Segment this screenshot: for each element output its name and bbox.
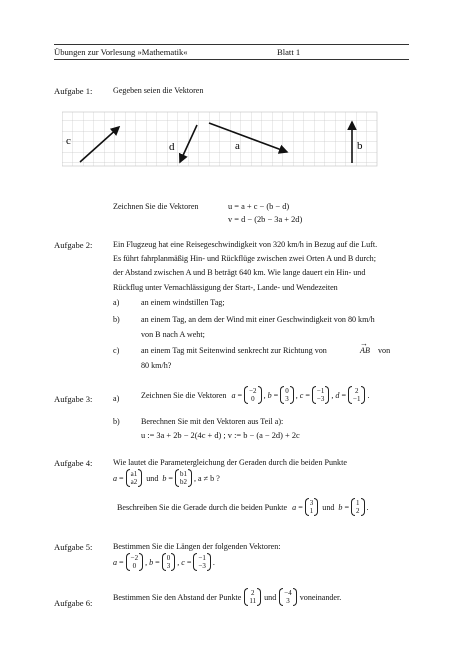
task-3a-vec-b — [280, 386, 294, 404]
task-1-label: Aufgabe 1: — [54, 86, 93, 96]
t5-vec-c-name: c — [181, 557, 185, 567]
task-6-row — [113, 588, 341, 606]
vector-grid — [62, 110, 387, 175]
task-4-line-1: Wie lautet die Parametergleichung der Geraden durch die beiden Punkte — [113, 458, 347, 467]
vector-d-label: d — [169, 141, 175, 153]
task-1-draw-label: Zeichnen Sie die Vektoren — [113, 202, 199, 211]
header-rule-bottom — [54, 59, 409, 60]
task-2-line-2: Es führt fahrplanmäßig Hin- und Rückflüge zwischen zwei Orten A und B durch; — [113, 254, 376, 263]
task-4-line-2: Beschreiben Sie die Gerade durch die beiden Punkte — [117, 502, 288, 512]
task-2a-marker: a) — [113, 298, 120, 307]
task-3b-marker: b) — [113, 417, 120, 426]
t5-vec-c-top: −1 — [198, 554, 206, 562]
task-3b-text: Berechnen Sie mit den Vektoren aus Teil a): — [141, 417, 284, 426]
vec-d-top: 2 — [355, 387, 359, 395]
task-3a-vec-b-name: b — [267, 390, 272, 400]
concrete-a-bottom: 1 — [309, 507, 314, 515]
task-5-vectors: a = −2 0 , b = 0 3 , c = −1 −3 . — [113, 554, 215, 570]
task-2b-text: an einem Tag, an dem der Wind mit einer Geschwindigkeit von 80 km/h — [141, 315, 375, 324]
task-2c-text: an einem Tag mit Seitenwind senkrecht zur Richtung von — [141, 346, 327, 355]
task-1-eq-u: u = a + c − (b − d) — [228, 202, 290, 211]
vec-a-bottom: 0 — [251, 395, 255, 403]
vec-c-bottom: −3 — [316, 395, 325, 403]
und-2: und — [322, 502, 335, 512]
task-4-line-2-row: Beschreiben Sie die Gerade durch die beiden Punkte a = 3 1 und b = 1 2 . — [117, 499, 369, 515]
concrete-b-bottom: 2 — [356, 507, 360, 515]
arrow-over-icon: → — [360, 339, 368, 348]
task-3a-vectors: Zeichnen Sie die Vektoren a = −2 0 , b = 0 3 , c = −1 −3 , d = 2 −1 . — [141, 387, 370, 403]
task-6-point-2 — [279, 588, 296, 606]
und-1: und — [146, 473, 159, 483]
task-3a-marker: a) — [113, 394, 120, 403]
t5-vec-a-bottom: 0 — [132, 562, 137, 570]
vec-a-top: −2 — [249, 387, 257, 395]
task-3a-vec-d-name: d — [335, 390, 340, 400]
p1-top: 2 — [251, 589, 255, 597]
vector-a-label: a — [235, 140, 240, 152]
sheet-number: Blatt 1 — [277, 47, 301, 57]
concrete-a-vector — [305, 498, 319, 516]
vector-c-label: c — [66, 135, 71, 147]
task-3a-text: Zeichnen Sie die Vektoren — [141, 390, 227, 400]
concrete-a-top: 3 — [309, 499, 314, 507]
point-a-vector — [126, 469, 143, 487]
task-3a-vec-c — [312, 386, 329, 404]
vector-ab-label: AB — [360, 346, 370, 355]
task-1-eq-v: v = d − (2b − 3a + 2d) — [228, 215, 303, 224]
t5-vec-b — [162, 553, 176, 571]
vec-c-top: −1 — [316, 387, 325, 395]
task-2-line-3: der Abstand zwischen A und B beträgt 640 km. Wie lange dauert ein Hin- und — [113, 268, 366, 277]
task-2b-text-cont: von B nach A weht; — [141, 330, 205, 339]
vec-b-bottom: 3 — [285, 395, 289, 403]
point-b-vector — [175, 469, 192, 487]
task-3a-vec-a-name: a — [231, 390, 236, 400]
task-5-label: Aufgabe 5: — [54, 542, 93, 552]
task-6-label: Aufgabe 6: — [54, 598, 93, 608]
not-equal-text: , a ≠ b ? — [194, 473, 220, 483]
task-2c-text-cont: 80 km/h? — [141, 361, 172, 370]
task-4-label: Aufgabe 4: — [54, 458, 93, 468]
point-a-top: a1 — [130, 470, 138, 478]
task-3b-equation: u := 3a + 2b − 2(4c + d) ; v := b − (a − 2d) + 2c — [141, 431, 300, 440]
task-2-line-1: Ein Flugzeug hat eine Reisegeschwindigkeit von 320 km/h in Bezug auf die Luft. — [113, 240, 378, 249]
grid-background — [62, 112, 377, 166]
task-6-point-1 — [244, 588, 261, 606]
t5-vec-b-bottom: 3 — [166, 562, 171, 570]
t5-vec-a-top: −2 — [130, 554, 139, 562]
task-3-label: Aufgabe 3: — [54, 394, 93, 404]
concrete-b-vector — [351, 498, 365, 516]
equals-a: = — [237, 390, 243, 400]
header-rule-top — [54, 44, 409, 45]
task-2-line-4: Rückflug unter Vernachlässigung der Start-, Lande- und Wendezeiten — [113, 283, 338, 292]
point-b-name: b — [162, 473, 167, 483]
task-6-post-text: voneinander. — [299, 592, 342, 602]
task-3a-vec-d — [348, 386, 365, 404]
task-2b-marker: b) — [113, 315, 120, 324]
point-b-bottom: b2 — [180, 478, 187, 486]
t5-vec-c-bottom: −3 — [198, 562, 206, 570]
task-3a-vec-c-name: c — [299, 390, 304, 400]
point-a-name: a — [113, 473, 118, 483]
vec-d-bottom: −1 — [353, 395, 361, 403]
vec-b-top: 0 — [285, 387, 289, 395]
task-6-und: und — [264, 592, 277, 602]
t5-vec-c — [193, 553, 210, 571]
concrete-b-top: 1 — [356, 499, 360, 507]
task-4-points: a = a1 a2 und b = b1 b2 , a ≠ b ? — [113, 470, 220, 486]
t5-vec-a-name: a — [113, 557, 118, 567]
t5-vec-a — [126, 553, 143, 571]
task-6-pre-text: Bestimmen Sie den Abstand der Punkte — [113, 592, 242, 602]
p1-bottom: 11 — [249, 597, 257, 605]
task-5-line-1: Bestimmen Sie die Längen der folgenden Vektoren: — [113, 542, 281, 551]
task-2c-vector-ab — [360, 339, 370, 355]
p2-top: −4 — [284, 589, 292, 597]
vector-b-label: b — [357, 140, 363, 152]
p2-bottom: 3 — [286, 597, 290, 605]
t5-vec-b-top: 0 — [166, 554, 171, 562]
task-3a-vec-a — [244, 386, 261, 404]
task-2c-marker: c) — [113, 346, 120, 355]
t5-vec-b-name: b — [149, 557, 154, 567]
task-1-intro: Gegeben seien die Vektoren — [113, 86, 204, 95]
header-title: Übungen zur Vorlesung »Mathematik« — [54, 47, 188, 57]
point-a-bottom: a2 — [130, 478, 138, 486]
task-2a-text: an einem windstillen Tag; — [141, 298, 225, 307]
task-2-label: Aufgabe 2: — [54, 240, 93, 250]
task-2c-text-after: von — [378, 346, 391, 355]
point-b-top: b1 — [180, 470, 187, 478]
